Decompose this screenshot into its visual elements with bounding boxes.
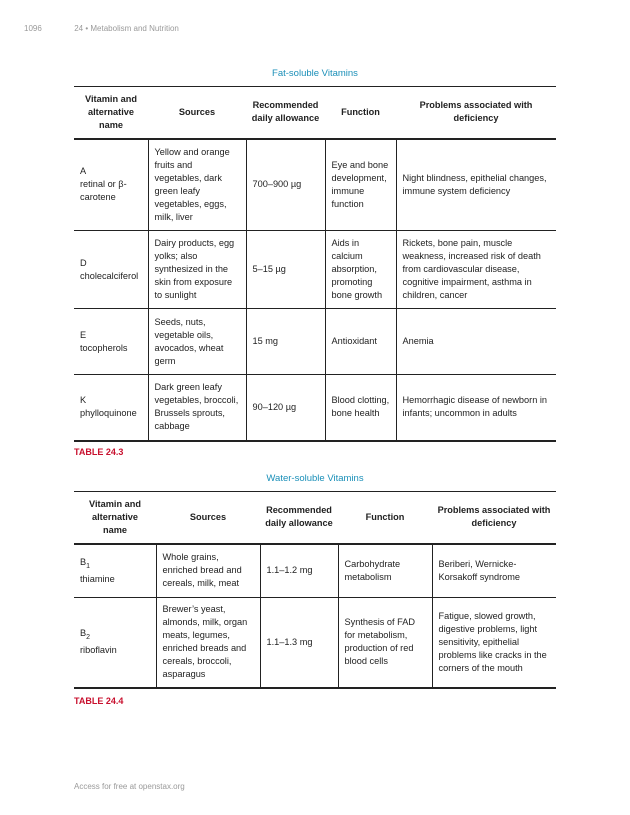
column-header: Vitamin and alternative name [74, 492, 156, 544]
table2-caption: Water-soluble Vitamins [266, 473, 364, 484]
vitamin-name: phylloquinone [80, 408, 137, 419]
vitamin-name: thiamine [80, 573, 115, 584]
function-cell: Antioxidant [325, 309, 396, 375]
column-header: Sources [148, 87, 246, 139]
function-cell: Aids in calcium absorption, promoting bone growth [325, 231, 396, 309]
vitamin-cell [74, 309, 148, 375]
table1-label: TABLE 24.3 [74, 447, 124, 457]
sources-cell: Dairy products, egg yolks; also synthesized in the skin from exposure to sunlight [148, 231, 246, 309]
table2-label: TABLE 24.4 [74, 696, 124, 706]
sources-cell: Brewer’s yeast, almonds, milk, organ meats, legumes, enriched breads and cereals, broccoli, asparagus [156, 598, 260, 688]
vitamin-letter: B [80, 628, 87, 639]
function-cell: Blood clotting, bone health [325, 375, 396, 441]
table-row [74, 544, 556, 598]
rda-cell: 700–900 µg [246, 139, 325, 231]
sources-cell: Seeds, nuts, vegetable oils, avocados, wheat germ [148, 309, 246, 375]
table-row [74, 309, 556, 375]
vitamin-subscript: 2 [86, 634, 91, 642]
table-row [74, 598, 556, 688]
function-cell: Eye and bone development, immune function [325, 139, 396, 231]
problems-cell: Hemorrhagic disease of newborn in infants; uncommon in adults [396, 375, 556, 441]
sources-cell: Yellow and orange fruits and vegetables, dark green leafy vegetables, eggs, milk, liver [148, 139, 246, 231]
fat-soluble-vitamins-table [74, 86, 556, 442]
chapter-title: 24 • Metabolism and Nutrition [74, 24, 179, 33]
vitamin-cell [74, 375, 148, 441]
column-header: Problems associated with deficiency [432, 492, 556, 544]
vitamin-letter: E [80, 329, 87, 340]
page-number: 1096 [24, 24, 42, 33]
column-header: Function [325, 87, 396, 139]
vitamin-subscript: 1 [86, 562, 91, 570]
vitamin-name: tocopherols [80, 342, 128, 353]
problems-cell: Fatigue, slowed growth, digestive problems, light sensitivity, epithelial problems like cracks in the corners of the mouth [432, 598, 556, 688]
vitamin-name: riboflavin [80, 645, 117, 656]
column-header: Function [338, 492, 432, 544]
vitamin-name: cholecalciferol [80, 270, 139, 281]
table-row [74, 139, 556, 231]
vitamin-letter: K [80, 395, 87, 406]
sources-cell: Dark green leafy vegetables, broccoli, Brussels sprouts, cabbage [148, 375, 246, 441]
column-header: Vitamin and alternative name [74, 87, 148, 139]
function-cell: Carbohydrate metabolism [338, 544, 432, 598]
sources-cell: Whole grains, enriched bread and cereals, milk, meat [156, 544, 260, 598]
vitamin-letter: D [80, 257, 87, 268]
problems-cell: Anemia [396, 309, 556, 375]
vitamin-cell [74, 598, 156, 688]
column-header: Sources [156, 492, 260, 544]
table1-caption: Fat-soluble Vitamins [272, 68, 358, 79]
column-header: Recommended daily allowance [260, 492, 338, 544]
vitamin-name: retinal or β-carotene [80, 179, 127, 203]
table-row [74, 231, 556, 309]
function-cell: Synthesis of FAD for metabolism, production of red blood cells [338, 598, 432, 688]
rda-cell: 90–120 µg [246, 375, 325, 441]
column-header: Recommended daily allowance [246, 87, 325, 139]
problems-cell: Beriberi, Wernicke-Korsakoff syndrome [432, 544, 556, 598]
vitamin-cell [74, 544, 156, 598]
vitamin-cell [74, 139, 148, 231]
problems-cell: Night blindness, epithelial changes, immune system deficiency [396, 139, 556, 231]
footer-link[interactable]: Access for free at openstax.org [74, 782, 185, 791]
rda-cell: 1.1–1.2 mg [260, 544, 338, 598]
vitamin-letter: A [80, 166, 87, 177]
page-header [24, 24, 179, 33]
vitamin-letter: B [80, 556, 87, 567]
rda-cell: 15 mg [246, 309, 325, 375]
table-row [74, 375, 556, 441]
vitamin-cell [74, 231, 148, 309]
column-header: Problems associated with deficiency [396, 87, 556, 139]
water-soluble-vitamins-table [74, 491, 556, 689]
problems-cell: Rickets, bone pain, muscle weakness, increased risk of death from cardiovascular disease, cognitive impairment, asthma in children, cancer [396, 231, 556, 309]
rda-cell: 5–15 µg [246, 231, 325, 309]
rda-cell: 1.1–1.3 mg [260, 598, 338, 688]
